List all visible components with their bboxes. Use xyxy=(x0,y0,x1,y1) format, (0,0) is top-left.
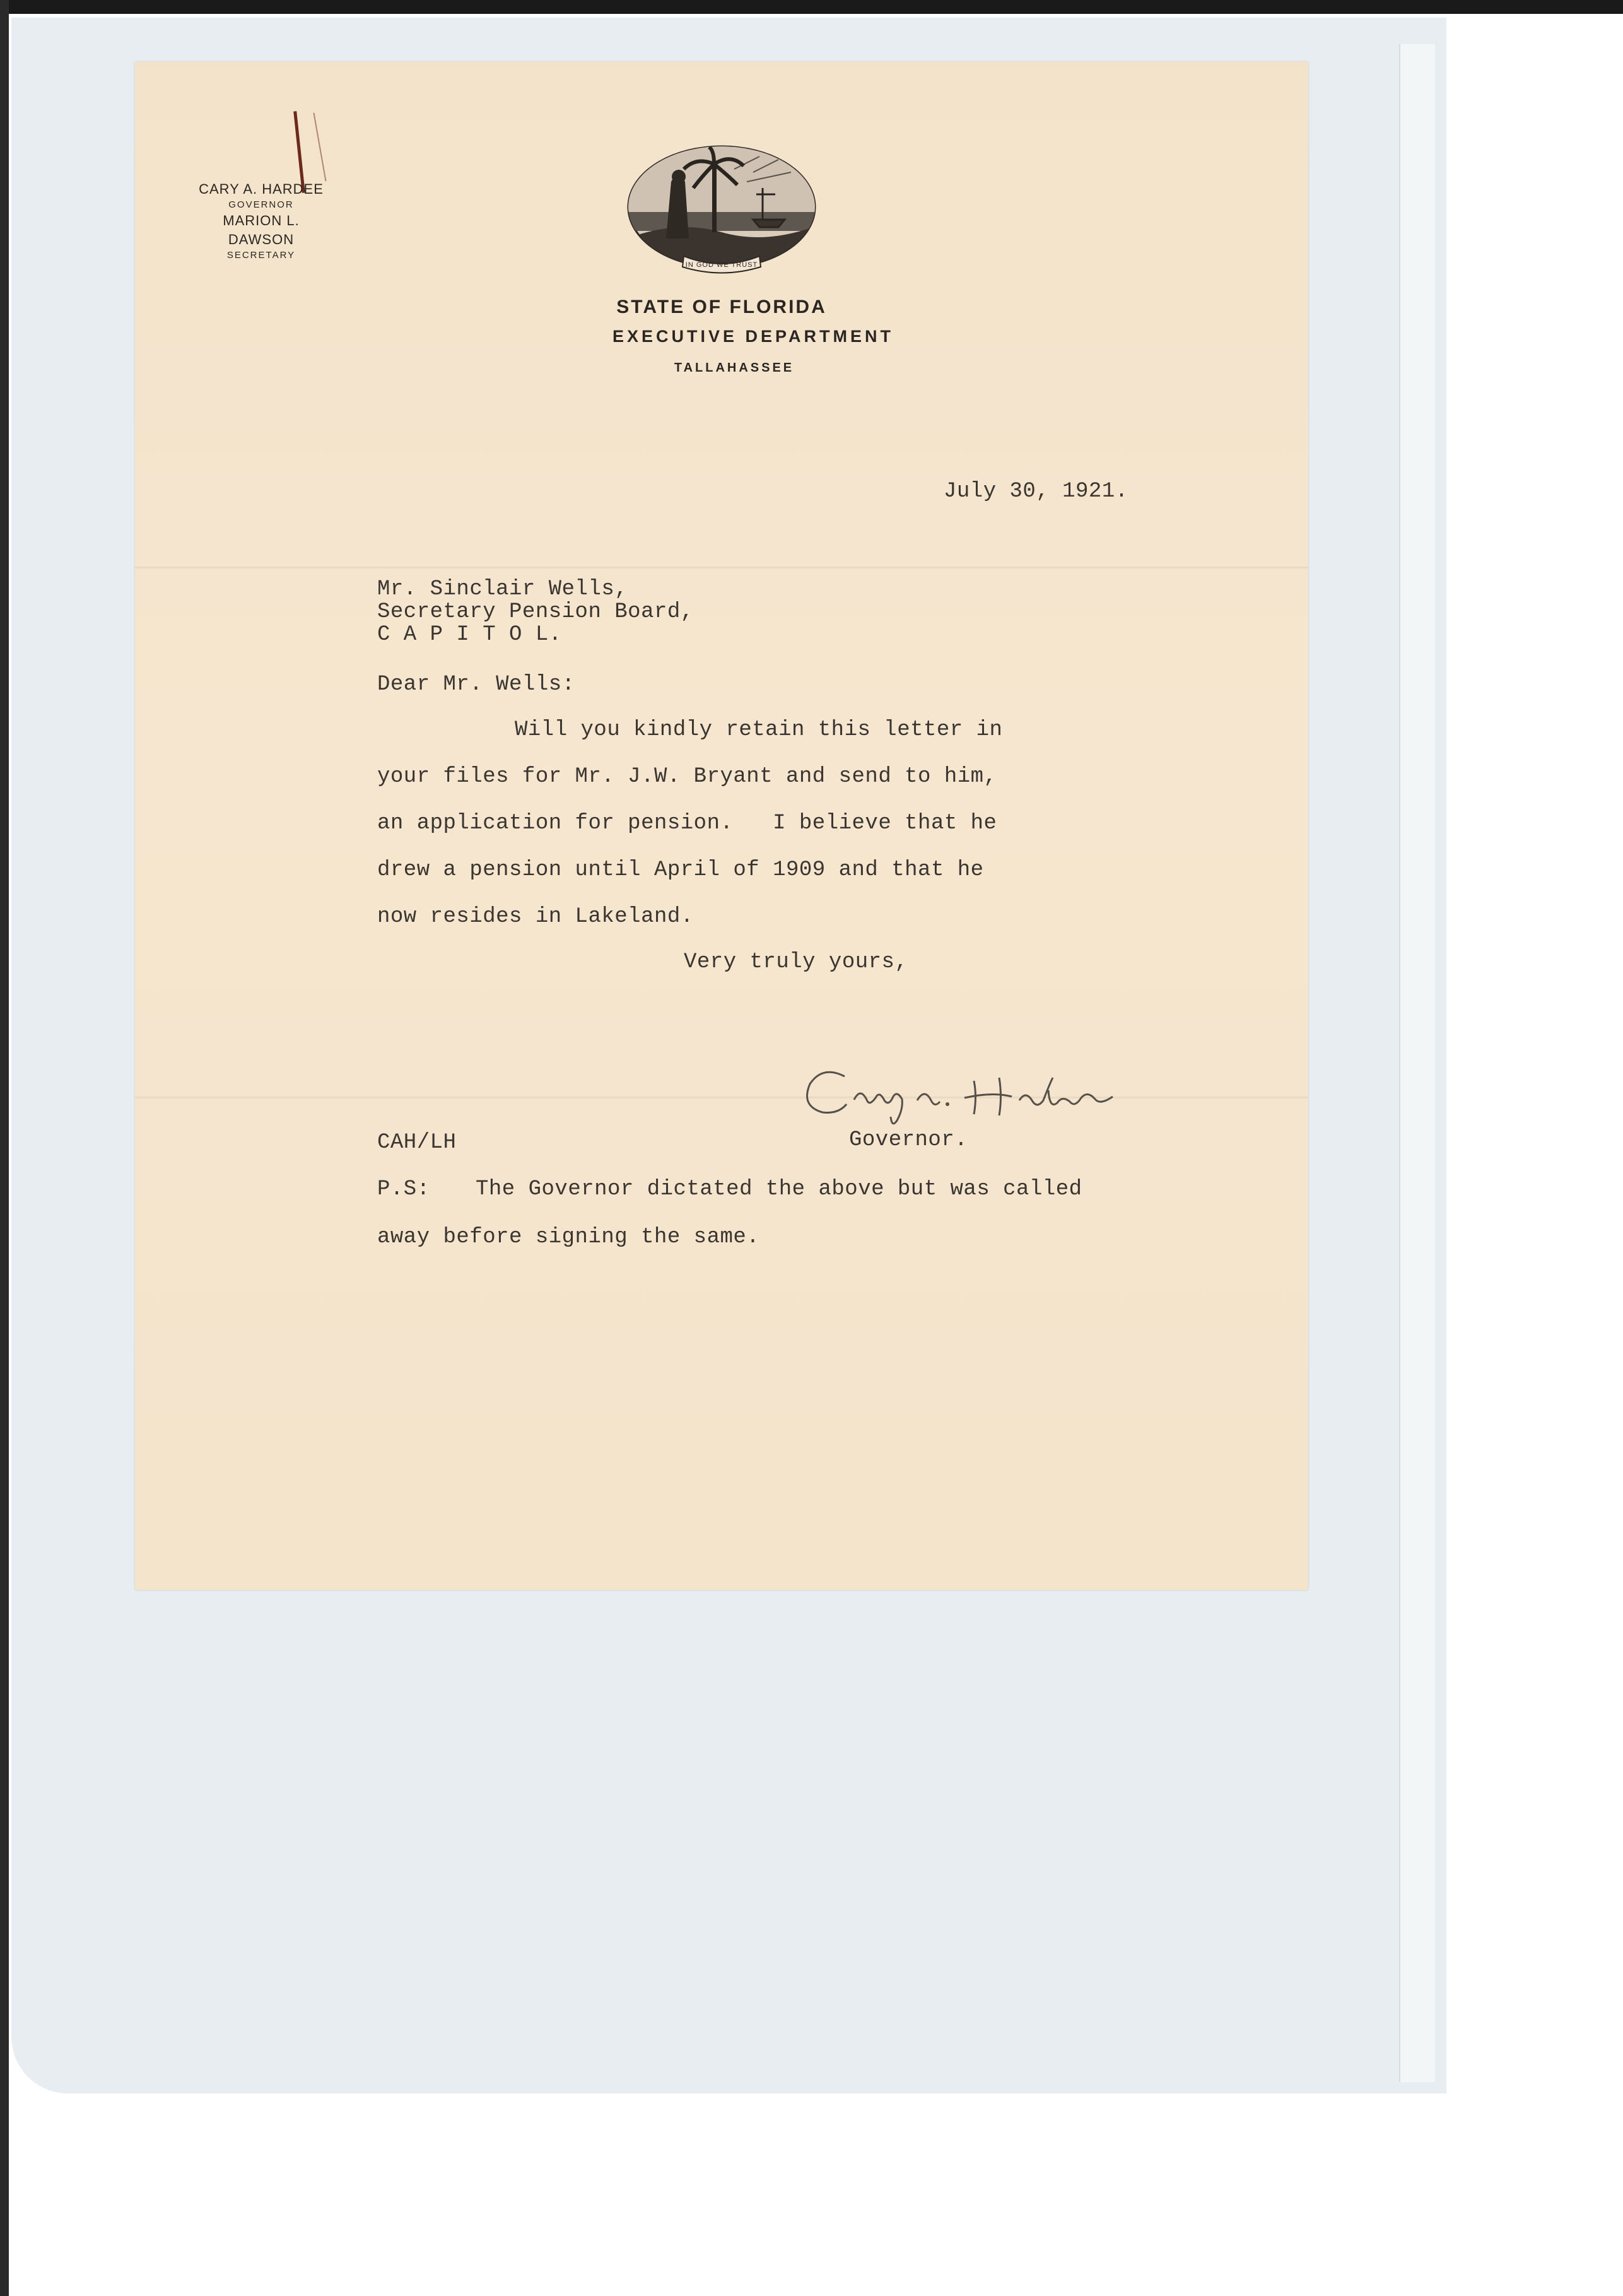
letterhead-state: STATE OF FLORIDA xyxy=(616,297,827,317)
secretary-title: SECRETARY xyxy=(226,250,296,261)
pencil-mark xyxy=(313,113,326,182)
letterhead-city: TALLAHASSEE xyxy=(674,361,795,375)
closing: Very truly yours, xyxy=(684,950,908,974)
body-line: Will you kindly retain this letter in xyxy=(515,718,1003,742)
letter-sheet xyxy=(135,62,1308,1590)
signer-title: Governor. xyxy=(849,1128,968,1152)
address-line: C A P I T O L. xyxy=(377,623,562,647)
salutation: Dear Mr. Wells: xyxy=(377,673,575,697)
ps-line: The Governor dictated the above but was called xyxy=(476,1177,1082,1201)
backing-board-edge xyxy=(1399,44,1435,2082)
address-line: Secretary Pension Board, xyxy=(377,600,694,624)
secretary-name: MARION L. DAWSON xyxy=(223,213,300,247)
governor-name: CARY A. HARDEE xyxy=(199,181,324,197)
body-line: an application for pension. I believe that he xyxy=(377,811,997,835)
recipient-address xyxy=(377,578,694,646)
letterhead-officers xyxy=(198,180,324,262)
body-line: drew a pension until April of 1909 and that he xyxy=(377,858,984,882)
state-seal xyxy=(627,144,816,283)
body-line: now resides in Lakeland. xyxy=(377,905,694,929)
handwritten-signature xyxy=(785,1046,1226,1141)
typist-initials: CAH/LH xyxy=(377,1131,457,1155)
fold-crease xyxy=(135,567,1308,568)
letterhead-department: EXECUTIVE DEPARTMENT xyxy=(612,327,894,346)
ps-label: P.S: xyxy=(377,1177,430,1201)
seal-motto: IN GOD WE TRUST xyxy=(685,261,758,269)
ps-line: away before signing the same. xyxy=(377,1225,760,1249)
body-line: your files for Mr. J.W. Bryant and send to him, xyxy=(377,765,997,789)
address-line: Mr. Sinclair Wells, xyxy=(377,577,628,601)
letter-date: July 30, 1921. xyxy=(944,480,1128,503)
governor-title: GOVERNOR xyxy=(228,199,294,210)
